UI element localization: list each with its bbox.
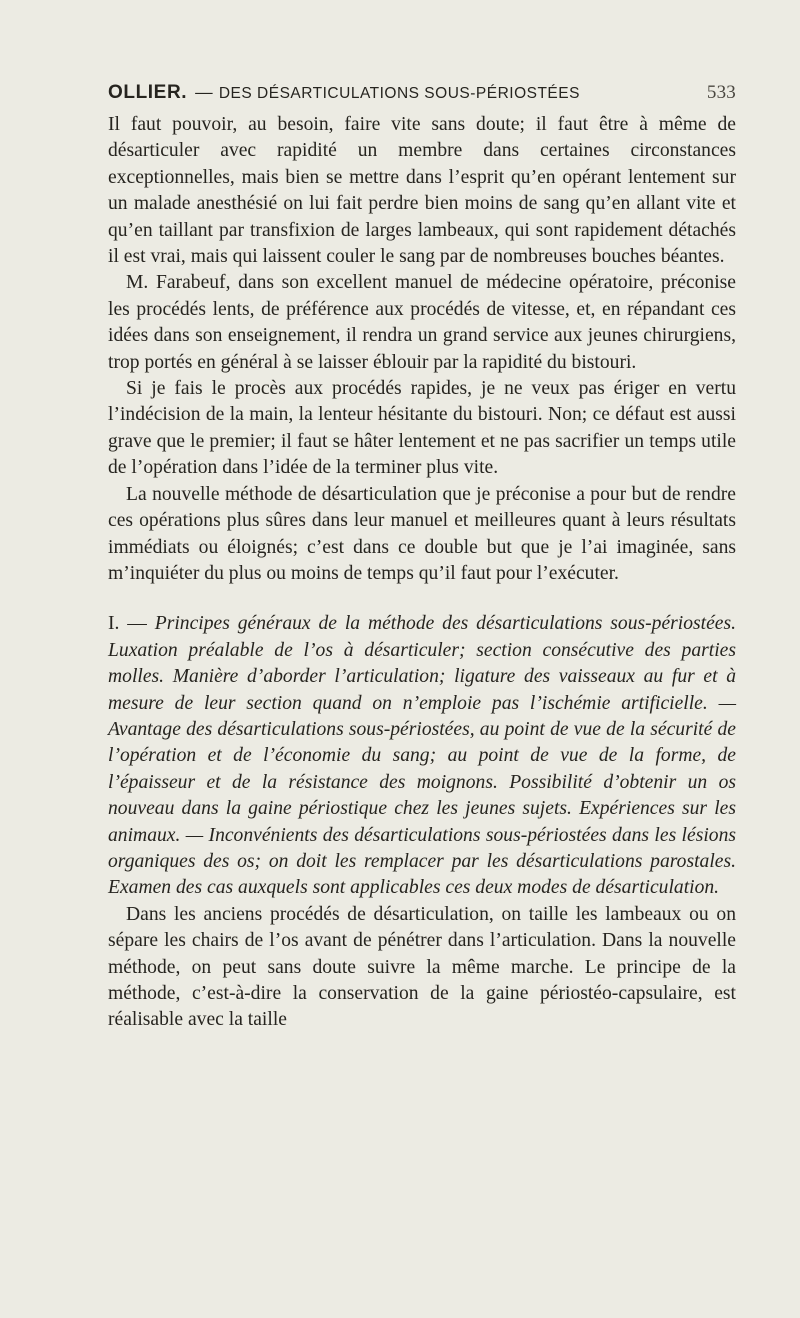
paragraph-4: La nouvelle méthode de désarticulation que je préconise a pour but de rendre ces opérations plus sûres dans leur manuel et meilleures quant à leurs résultats immédiats ou éloignés; c’est dans ce double but que je l’ai imaginée, sans m’inquiéter du plus ou moins de temps qu’il faut pour l’exécuter. — [108, 483, 736, 584]
section-summary-text: Principes généraux de la méthode des désarticulations sous-périostées. Luxation préalable de l’os à désarticuler; section consécutive des parties molles. Manière d’aborder l’articulation; ligature des vaisseaux au fur et à mesure de leur section quand on n’emploie pas l’ischémie artificielle. — Avantage des désarticulations sous-périostées, au point de vue de la sécurité de l’opération et de l’économie du sang; au point de vue de la forme, de l’épaisseur et de la résistance des moignons. Possibilité d’obtenir un os nouveau dans la gaine périostique chez les jeunes sujets. Expériences sur les animaux. — Inconvénients des désarticulations sous-périostées dans les lésions organiques des os; on doit les remplacer par les désarticulations parostales. Examen des cas auxquels sont applicables ces deux modes de désarticulation. — [108, 613, 737, 899]
section-summary — [108, 611, 736, 901]
section-number: I. — — [108, 613, 147, 635]
running-header — [108, 82, 736, 106]
header-title: DES DÉSARTICULATIONS SOUS-PÉRIOSTÉES — [218, 85, 580, 102]
paragraph-3: Si je fais le procès aux procédés rapides, je ne veux pas ériger en vertu l’indécision de la main, la lenteur hésitante du bistouri. Non; ce défaut est aussi grave que le premier; il faut se hâter lentement et ne pas sacrifier un temps utile de l’opération dans l’idée de la terminer plus vite. — [108, 378, 736, 479]
page-number: 533 — [706, 82, 736, 103]
body-text — [108, 112, 736, 1034]
paragraph-2: M. Farabeuf, dans son excellent manuel de médecine opératoire, préconise les procédés lents, de préférence aux procédés de vitesse, et, en répandant ces idées dans son enseignement, il rendra un grand service aux jeunes chirurgiens, trop portés en général à se laisser éblouir par la rapidité du bistouri. — [108, 272, 736, 373]
header-author: OLLIER. — [108, 82, 188, 103]
header-separator: — — [195, 82, 213, 102]
paragraph-1: Il faut pouvoir, au besoin, faire vite sans doute; il faut être à même de désarticuler avec rapidité un membre dans certaines circonstances exceptionnelles, mais bien se mettre dans l’esprit qu’en opérant lentement sur un malade anesthésié on lui fait perdre bien moins de sang qu’en allant vite et qu’en taillant par transfixion de larges lambeaux, qui sont rapidement détachés il est vrai, mais qui laissent couler le sang par de nombreuses bouches béantes. — [108, 114, 736, 268]
paragraph-5: Dans les anciens procédés de désarticulation, on taille les lambeaux ou on sépare les chairs de l’os avant de pénétrer dans l’articulation. Dans la nouvelle méthode, on peut sans doute suivre la même marche. Le principe de la méthode, c’est-à-dire la conservation de la gaine périostéo-capsulaire, est réalisable avec la taille — [108, 903, 736, 1031]
